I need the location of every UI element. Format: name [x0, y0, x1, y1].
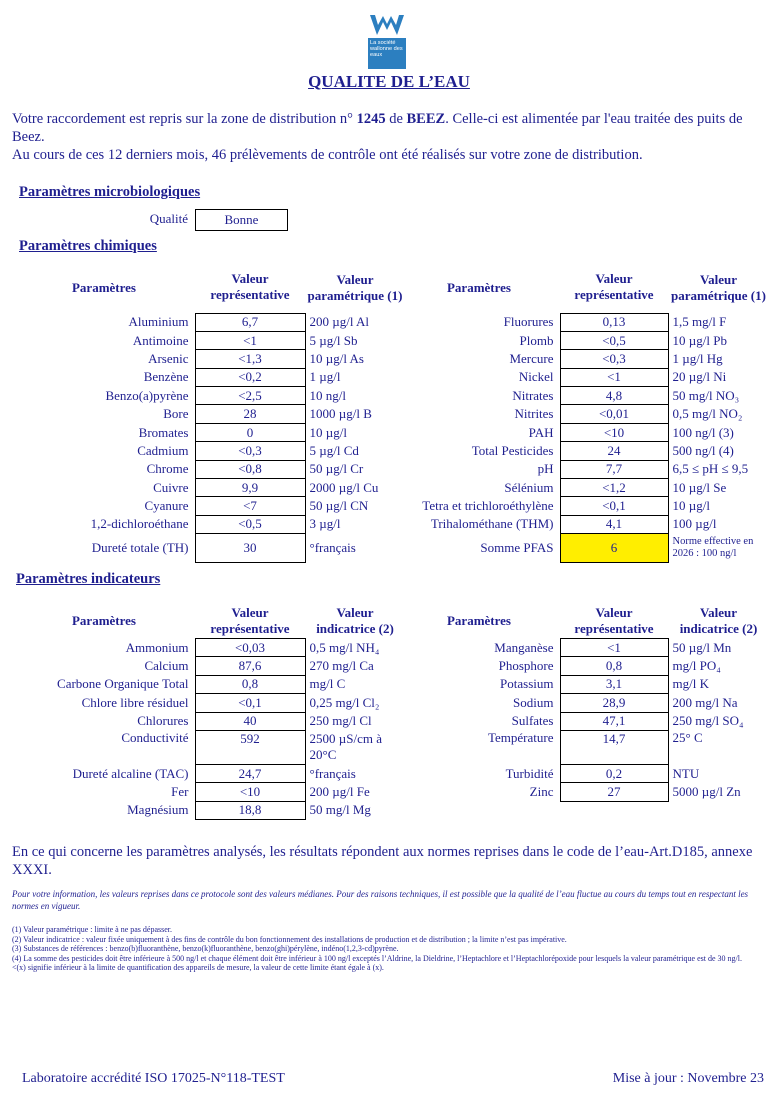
param-value: <10 — [560, 423, 668, 441]
param-limit: 3 µg/l — [309, 516, 341, 532]
param-value: 7,7 — [560, 460, 668, 478]
table-row — [398, 639, 769, 657]
param-name: Aluminium — [128, 314, 189, 330]
param-value: 6 — [560, 534, 668, 563]
param-name: pH — [537, 461, 554, 477]
table-row — [398, 313, 769, 331]
param-value: 28 — [195, 405, 305, 423]
col-limit: Valeur indicatrice (2) — [679, 605, 758, 637]
param-value: <0,03 — [195, 639, 305, 657]
param-name: 1,2-dichloroéthane — [90, 516, 189, 532]
table-row — [398, 712, 769, 730]
param-name: Turbidité — [505, 765, 554, 781]
footnote: (1) Valeur paramétrique : limite à ne pas dépasser. — [12, 925, 173, 934]
param-limit: °français — [309, 540, 356, 556]
param-limit: 5 µg/l Sb — [309, 332, 358, 348]
param-limit: 5000 µg/l Zn — [672, 784, 741, 800]
col-limit: Valeur indicatrice (2) — [316, 605, 394, 637]
table-row — [13, 801, 405, 819]
col-param: Paramètres — [71, 279, 136, 295]
param-value: <1 — [560, 639, 668, 657]
param-name: Ammonium — [125, 639, 189, 655]
intro-line2: Au cours de ces 12 derniers mois, 46 prélèvements de contrôle ont été réalisés sur votre zone de distribution. — [12, 147, 643, 163]
footer-accreditation: Laboratoire accrédité ISO 17025-N°118-TEST — [22, 1071, 285, 1086]
param-name: Mercure — [509, 350, 554, 366]
table-row — [13, 405, 405, 423]
table-row — [398, 460, 769, 478]
table-row — [13, 639, 405, 657]
param-value: 18,8 — [195, 801, 305, 819]
table-row — [398, 405, 769, 423]
param-name: Fluorures — [503, 314, 554, 330]
param-name: Dureté totale (TH) — [91, 540, 189, 556]
table-row — [13, 479, 405, 497]
table-row — [13, 350, 405, 368]
table-row — [398, 442, 769, 460]
param-name: Sulfates — [511, 713, 554, 729]
col-value: Valeur représentative — [574, 271, 654, 303]
param-value: <0,01 — [560, 405, 668, 423]
param-limit: 250 mg/l SO₄ — [672, 713, 744, 729]
param-value: <0,5 — [195, 515, 305, 533]
table-row — [13, 368, 405, 386]
table-row — [13, 764, 405, 782]
param-value: 27 — [560, 783, 668, 801]
table-row — [398, 534, 769, 563]
param-value: <0,2 — [195, 368, 305, 386]
table-row — [13, 730, 405, 764]
table-row — [13, 675, 405, 693]
param-limit: 10 µg/l — [672, 498, 710, 514]
param-limit: 200 µg/l Fe — [309, 784, 370, 800]
col-param: Paramètres — [446, 279, 511, 295]
param-value: 30 — [195, 534, 305, 563]
param-limit: 6,5 ≤ pH ≤ 9,5 — [672, 461, 749, 477]
table-row — [13, 712, 405, 730]
param-value: <1,2 — [560, 479, 668, 497]
param-limit: 200 mg/l Na — [672, 694, 738, 710]
footnote: <(x) signifie inférieur à la limite de quantification des appareils de mesure, la valeur de cette limite étant égale à (x). — [12, 963, 384, 973]
logo-text: La société wallonne des eaux — [368, 38, 406, 69]
col-value: Valeur représentative — [210, 605, 290, 636]
param-value: <7 — [195, 497, 305, 515]
logo-w-mark — [368, 13, 406, 39]
table-row — [13, 442, 405, 460]
table-row — [398, 368, 769, 386]
param-value: <2,5 — [195, 387, 305, 405]
param-value: <10 — [195, 783, 305, 801]
param-name: PAH — [528, 424, 554, 440]
param-name: Nitrates — [512, 387, 554, 403]
param-limit: 200 µg/l Al — [309, 314, 369, 330]
micro-heading: Paramètres microbiologiques — [19, 184, 201, 200]
footnote: (3) Substances de références : benzo(b)fluoranthène, benzo(k)fluoranthène, benzo(ghi)pérylène, indéno(1,2,3-cd)pyrène. — [12, 944, 399, 954]
ind-table-left — [13, 604, 405, 820]
ind-table-right — [398, 604, 769, 802]
param-limit: 25° C — [672, 730, 703, 746]
table-row — [13, 534, 405, 563]
param-name: Benzo(a)pyrène — [105, 387, 189, 403]
param-value: 0 — [195, 423, 305, 441]
table-row — [398, 764, 769, 782]
table-row — [13, 423, 405, 441]
param-limit: mg/l C — [309, 676, 346, 692]
param-limit: 50 µg/l Cr — [309, 461, 364, 477]
table-row — [398, 331, 769, 349]
param-name: Chrome — [146, 461, 189, 477]
param-name: Température — [488, 730, 554, 746]
param-name: Somme PFAS — [480, 540, 554, 556]
param-limit: 50 µg/l CN — [309, 498, 369, 514]
param-name: Sodium — [513, 694, 554, 710]
param-name: Cuivre — [153, 479, 189, 495]
param-name: Potassium — [500, 676, 554, 692]
param-limit: 10 µg/l As — [309, 350, 364, 366]
param-name: Total Pesticides — [471, 442, 554, 458]
param-name: Nickel — [518, 369, 554, 385]
param-limit: 2500 µS/cm à 20°C — [309, 731, 382, 763]
param-limit: NTU — [672, 765, 700, 781]
param-limit: 1,5 mg/l F — [672, 314, 727, 330]
param-name: Chlorures — [137, 713, 189, 729]
param-limit: 20 µg/l Ni — [672, 369, 727, 385]
param-limit: 10 µg/l — [309, 424, 347, 440]
param-limit: 1000 µg/l B — [309, 406, 372, 422]
page-title: QUALITE DE L’EAU — [308, 72, 470, 91]
param-value: <0,3 — [195, 442, 305, 460]
param-name: Tetra et trichloroéthylène — [422, 498, 554, 514]
param-limit: 10 µg/l Pb — [672, 332, 727, 348]
param-limit: 50 µg/l Mn — [672, 639, 732, 655]
param-limit: 250 mg/l Cl — [309, 713, 372, 729]
param-name: Conductivité — [121, 730, 189, 746]
param-name: Calcium — [144, 658, 189, 674]
param-value: 4,1 — [560, 515, 668, 533]
param-limit: 2000 µg/l Cu — [309, 479, 379, 495]
col-limit: Valeur paramétrique (1) — [307, 271, 403, 303]
param-name: Dureté alcaline (TAC) — [72, 765, 189, 781]
param-limit: 270 mg/l Ca — [309, 658, 374, 674]
param-limit: 10 ng/l — [309, 387, 346, 403]
company-logo — [368, 13, 406, 69]
param-name: Carbone Organique Total — [57, 676, 189, 692]
param-name: Arsenic — [148, 350, 189, 366]
param-limit: 50 mg/l Mg — [309, 802, 371, 818]
param-name: Antimoine — [132, 332, 189, 348]
param-limit: 0,5 mg/l NO₂ — [672, 406, 743, 422]
param-value: 24 — [560, 442, 668, 460]
col-value: Valeur représentative — [574, 605, 654, 636]
param-value: <0,8 — [195, 460, 305, 478]
param-value: <1 — [195, 331, 305, 349]
table-row — [398, 694, 769, 712]
table-row — [13, 313, 405, 331]
param-name: Zinc — [529, 784, 554, 800]
param-value: 24,7 — [195, 764, 305, 782]
zone-number: 1245 — [356, 111, 386, 127]
param-name: Magnésium — [127, 802, 189, 818]
param-name: Fer — [171, 784, 189, 800]
table-row — [398, 497, 769, 515]
footnote: (4) La somme des pesticides doit être inférieure à 500 ng/l et chaque élément doit être inférieur à 100 ng/l exceptés l’Aldrine, la Dieldrine, l’Heptachlore et l’Heptachlorépoxide pour lesquels la valeur paramétrique est de 30 ng/l. — [12, 953, 742, 963]
param-value: 40 — [195, 712, 305, 730]
ind-heading: Paramètres indicateurs — [16, 571, 161, 587]
param-limit: 10 µg/l Se — [672, 479, 727, 495]
param-value: 9,9 — [195, 479, 305, 497]
param-value: 14,7 — [560, 730, 668, 764]
param-name: Phosphore — [498, 658, 554, 674]
param-limit: °français — [309, 765, 356, 781]
param-name: Trihalométhane (THM) — [430, 516, 554, 532]
param-limit: 50 mg/l NO₃ — [672, 387, 740, 403]
param-value: 0,13 — [560, 313, 668, 331]
col-value: Valeur représentative — [210, 271, 290, 303]
param-limit: 100 µg/l — [672, 516, 717, 532]
chem-heading: Paramètres chimiques — [19, 238, 157, 254]
col-param: Paramètres — [446, 613, 511, 629]
table-row — [398, 350, 769, 368]
param-limit: 0,25 mg/l Cl₂ — [309, 694, 380, 710]
param-value: 3,1 — [560, 675, 668, 693]
table-row — [13, 460, 405, 478]
chem-table-left — [13, 262, 405, 563]
param-value: <0,1 — [195, 694, 305, 712]
param-name: Sélénium — [504, 479, 554, 495]
micro-quality-value: Bonne — [195, 209, 288, 231]
table-row — [398, 730, 769, 764]
table-row — [398, 783, 769, 801]
param-name: Bromates — [138, 424, 189, 440]
param-name: Cadmium — [137, 442, 189, 458]
param-value: 6,7 — [195, 313, 305, 331]
param-limit: 5 µg/l Cd — [309, 442, 359, 458]
table-row — [13, 783, 405, 801]
param-value: 0,8 — [195, 675, 305, 693]
param-limit: mg/l K — [672, 676, 709, 692]
param-limit: 500 ng/l (4) — [672, 442, 734, 458]
table-row — [398, 515, 769, 533]
footer-update-date: Mise à jour : Novembre 23 — [612, 1071, 764, 1086]
footnotes — [12, 925, 767, 973]
chem-table-right — [398, 262, 769, 563]
table-row — [13, 387, 405, 405]
param-value: 47,1 — [560, 712, 668, 730]
micro-label: Qualité — [149, 211, 188, 226]
table-row — [13, 694, 405, 712]
table-row — [13, 515, 405, 533]
param-name: Nitrites — [514, 406, 554, 422]
param-limit: 1 µg/l — [309, 369, 341, 385]
param-value: 4,8 — [560, 387, 668, 405]
table-row — [13, 331, 405, 349]
param-limit: Norme effective en 2026 : 100 ng/l — [672, 536, 754, 560]
param-limit: 0,5 mg/l NH₄ — [309, 639, 380, 655]
param-limit: mg/l PO₄ — [672, 658, 721, 674]
param-value: <0,1 — [560, 497, 668, 515]
col-limit: Valeur paramétrique (1) — [671, 271, 766, 303]
param-value: 0,8 — [560, 657, 668, 675]
param-value: 0,2 — [560, 764, 668, 782]
param-value: <0,5 — [560, 331, 668, 349]
table-row — [13, 497, 405, 515]
param-limit: 1 µg/l Hg — [672, 350, 723, 366]
param-name: Chlore libre résiduel — [81, 694, 189, 710]
table-row — [13, 657, 405, 675]
param-name: Bore — [163, 406, 189, 422]
table-row — [398, 387, 769, 405]
param-name: Cyanure — [144, 498, 189, 514]
zone-name: BEEZ — [406, 111, 446, 127]
intro-text: Votre raccordement est repris sur la zone de distribution n° 1245 de BEEZ. Celle-ci est alimentée par l'eau traitée des puits de Beez. Au cours de ces 12 derniers mois, 46 prélèvements de contrôle ont été réalisés sur votre zone de distribution. — [12, 111, 743, 163]
table-row — [398, 657, 769, 675]
param-value: <1,3 — [195, 350, 305, 368]
footnote: (2) Valeur indicatrice : valeur fixée uniquement à des fins de contrôle du bon fonctionnement des installations de production et de distribution ; la limite n’est pas impérative. — [12, 934, 567, 944]
param-name: Manganèse — [494, 639, 554, 655]
param-value: <1 — [560, 368, 668, 386]
table-row — [398, 675, 769, 693]
param-limit: 100 ng/l (3) — [672, 424, 734, 440]
param-value: 28,9 — [560, 694, 668, 712]
param-name: Plomb — [519, 332, 554, 348]
info-note: Pour votre information, les valeurs reprises dans ce protocole sont des valeurs médianes. Pour des raisons techniques, il est possible que la qualité de l’eau fluctue au cours du temps tout en respectant les normes en vigueur. — [12, 889, 749, 911]
param-value: <0,3 — [560, 350, 668, 368]
param-value: 87,6 — [195, 657, 305, 675]
col-param: Paramètres — [71, 613, 136, 629]
param-name: Benzène — [143, 369, 189, 385]
param-value: 592 — [195, 730, 305, 764]
conclusion-text: En ce qui concerne les paramètres analysés, les résultats répondent aux normes reprises dans le code de l’eau-Art.D185, annexe XXXI. — [12, 844, 753, 878]
table-row — [398, 423, 769, 441]
table-row — [398, 479, 769, 497]
